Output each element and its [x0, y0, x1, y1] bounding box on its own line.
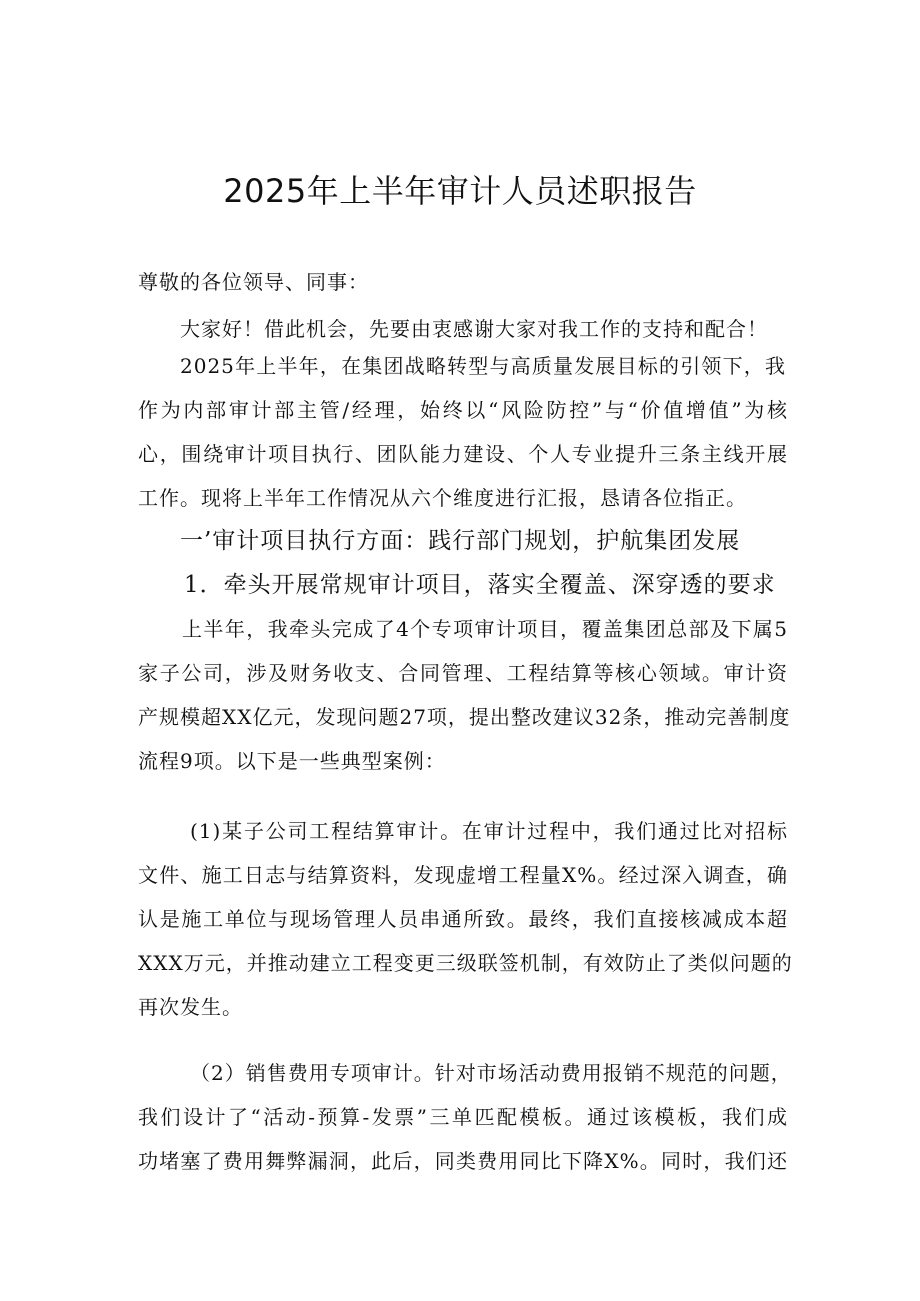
paragraph-line: 2025年上半年，在集团战略转型与高质量发展目标的引领下，我 — [180, 354, 786, 378]
section-heading: 一’审计项目执行方面：践行部门规划，护航集团发展 — [180, 528, 741, 554]
paragraph-line: 再次发生。 — [138, 995, 243, 1019]
document-title: 2025年上半年审计人员述职报告 — [223, 172, 697, 210]
paragraph-line: XXX万元，并推动建立工程变更三级联签机制，有效防止了类似问题的 — [138, 951, 793, 975]
paragraph-line: 心，围绕审计项目执行、团队能力建设、个人专业提升三条主线开展 — [138, 442, 788, 466]
paragraph-line: 我们设计了“活动-预算-发票”三单匹配模板。通过该模板，我们成 — [138, 1105, 788, 1129]
paragraph-line: 家子公司，涉及财务收支、合同管理、工程结算等核心领域。审计资 — [138, 661, 788, 685]
subsection-heading: 1．牵头开展常规审计项目，落实全覆盖、深穿透的要求 — [184, 572, 776, 598]
paragraph-line: 作为内部审计部主管/经理，始终以“风险防控”与“价值增值”为核 — [138, 398, 788, 422]
paragraph-line: 上半年，我牵头完成了4个专项审计项目，覆盖集团总部及下属5 — [182, 617, 788, 641]
paragraph-line: 工作。现将上半年工作情况从六个维度进行汇报，恳请各位指正。 — [138, 486, 747, 510]
paragraph-line: （2）销售费用专项审计。针对市场活动费用报销不规范的问题， — [190, 1061, 792, 1085]
paragraph-line: 流程9项。以下是一些典型案例： — [138, 749, 446, 773]
paragraph-line: 产规模超XX亿元，发现问题27项，提出整改建议32条，推动完善制度 — [138, 705, 791, 729]
salutation: 尊敬的各位领导、同事： — [138, 270, 369, 294]
paragraph-line: 文件、施工日志与结算资料，发现虚增工程量X%。经过深入调查，确 — [138, 863, 788, 887]
greeting: 大家好！借此机会，先要由衷感谢大家对我工作的支持和配合！ — [180, 317, 768, 341]
paragraph-line: 认是施工单位与现场管理人员串通所致。最终，我们直接核减成本超 — [138, 907, 788, 931]
paragraph-line: 功堵塞了费用舞弊漏洞，此后，同类费用同比下降X%。同时，我们还 — [138, 1149, 788, 1173]
paragraph-line: (1)某子公司工程结算审计。在审计过程中，我们通过比对招标 — [190, 819, 788, 843]
